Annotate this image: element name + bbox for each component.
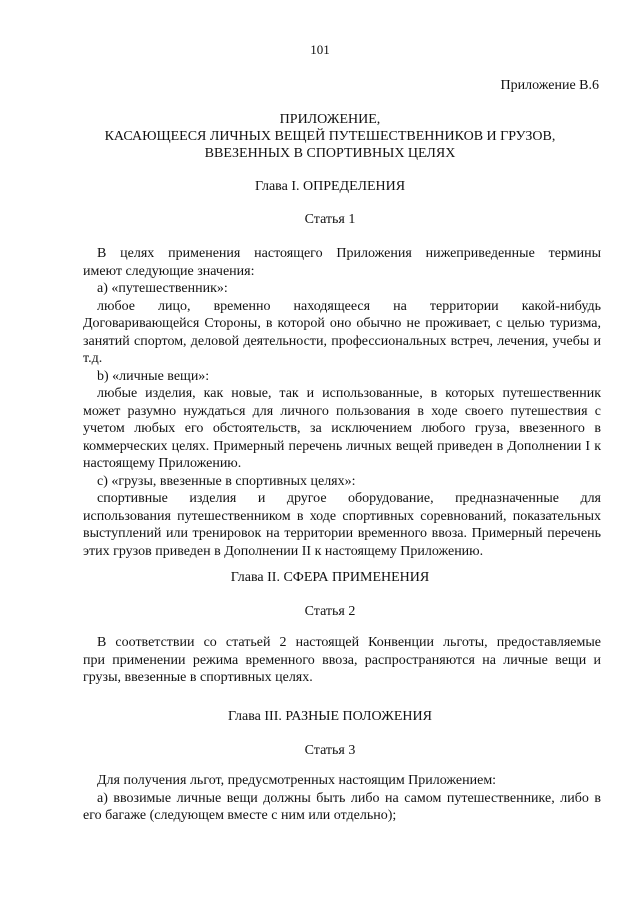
article-2-heading: Статья 2 — [304, 604, 356, 619]
article-1-body — [83, 245, 601, 560]
document-title — [60, 111, 600, 162]
paragraph-line: его багаже (следующем вместе с ним или отдельно); — [83, 808, 397, 823]
paragraph-line: выступлений или тренировок на территории временного ввоза. Примерный перечень — [83, 526, 601, 541]
paragraph-line: этих грузов приведен в Дополнении II к настоящему Приложению. — [83, 543, 484, 559]
title-line: ПРИЛОЖЕНИЕ, — [279, 112, 381, 127]
paragraph-line: любые изделия, как новые, так и использованные, в которых путешественник — [97, 386, 601, 401]
paragraph-line: В целях применения настоящего Приложения нижеприведенные термины — [97, 246, 601, 261]
title-line: ВВЕЗЕННЫХ В СПОРТИВНЫХ ЦЕЛЯХ — [204, 146, 456, 161]
paragraph-line: а) ввозимые личные вещи должны быть либо на самом путешественнике, либо в — [97, 790, 601, 806]
article-1-heading: Статья 1 — [304, 212, 356, 227]
paragraph-line: имеют следующие значения: — [83, 263, 255, 279]
paragraph-line: Договаривающейся Стороны, в которой оно обычно не проживает, с целью туризма, — [83, 316, 601, 331]
paragraph-line: спортивные изделия и другое оборудование, предназначенные для — [97, 491, 601, 506]
paragraph-line: Для получения льгот, предусмотренных настоящим Приложением: — [97, 773, 497, 788]
paragraph-line: при применении режима временного ввоза, распространяются на личные вещи и — [83, 652, 601, 668]
definition-term: b) «личные вещи»: — [97, 368, 210, 384]
article-3-body — [83, 772, 601, 825]
chapter-1-heading: Глава I. ОПРЕДЕЛЕНИЯ — [254, 179, 406, 194]
paragraph-line: учетом любых его обстоятельств, за исключением любого груза, ввезенного в — [83, 421, 601, 436]
chapter-2-heading: Глава II. СФЕРА ПРИМЕНЕНИЯ — [230, 570, 430, 585]
page-number: 101 — [310, 42, 330, 57]
paragraph-line: В соответствии со статьей 2 настоящей Конвенции льготы, предоставляемые — [97, 635, 601, 650]
title-line: КАСАЮЩЕЕСЯ ЛИЧНЫХ ВЕЩЕЙ ПУТЕШЕСТВЕННИКОВ И ГРУЗОВ, — [104, 129, 556, 144]
paragraph-line: занятий спортом, деловой деятельности, профессиональных встреч, лечения, учебы и — [83, 333, 601, 349]
paragraph-line: т.д. — [83, 351, 103, 366]
paragraph-line: грузы, ввезенные в спортивных целях. — [83, 670, 313, 685]
paragraph-line: любое лицо, временно находящееся на территории какой-нибудь — [97, 298, 601, 314]
paragraph-line: использования путешественником в ходе спортивных соревнований, показательных — [83, 508, 601, 524]
article-2-body — [83, 634, 601, 687]
annex-reference: Приложение В.6 — [500, 78, 599, 93]
chapter-3-heading: Глава III. РАЗНЫЕ ПОЛОЖЕНИЯ — [228, 709, 432, 724]
paragraph-line: настоящему Приложению. — [83, 456, 242, 471]
paragraph-line: коммерческих целях. Примерный перечень личных вещей приведен в Дополнении I к — [83, 438, 601, 454]
paragraph-line: может разумно нуждаться для личного пользования в ходе своего путешествия с — [83, 403, 601, 419]
article-3-heading: Статья 3 — [304, 743, 356, 758]
definition-term: а) «путешественник»: — [97, 281, 228, 296]
definition-term: c) «грузы, ввезенные в спортивных целях»: — [97, 473, 356, 489]
